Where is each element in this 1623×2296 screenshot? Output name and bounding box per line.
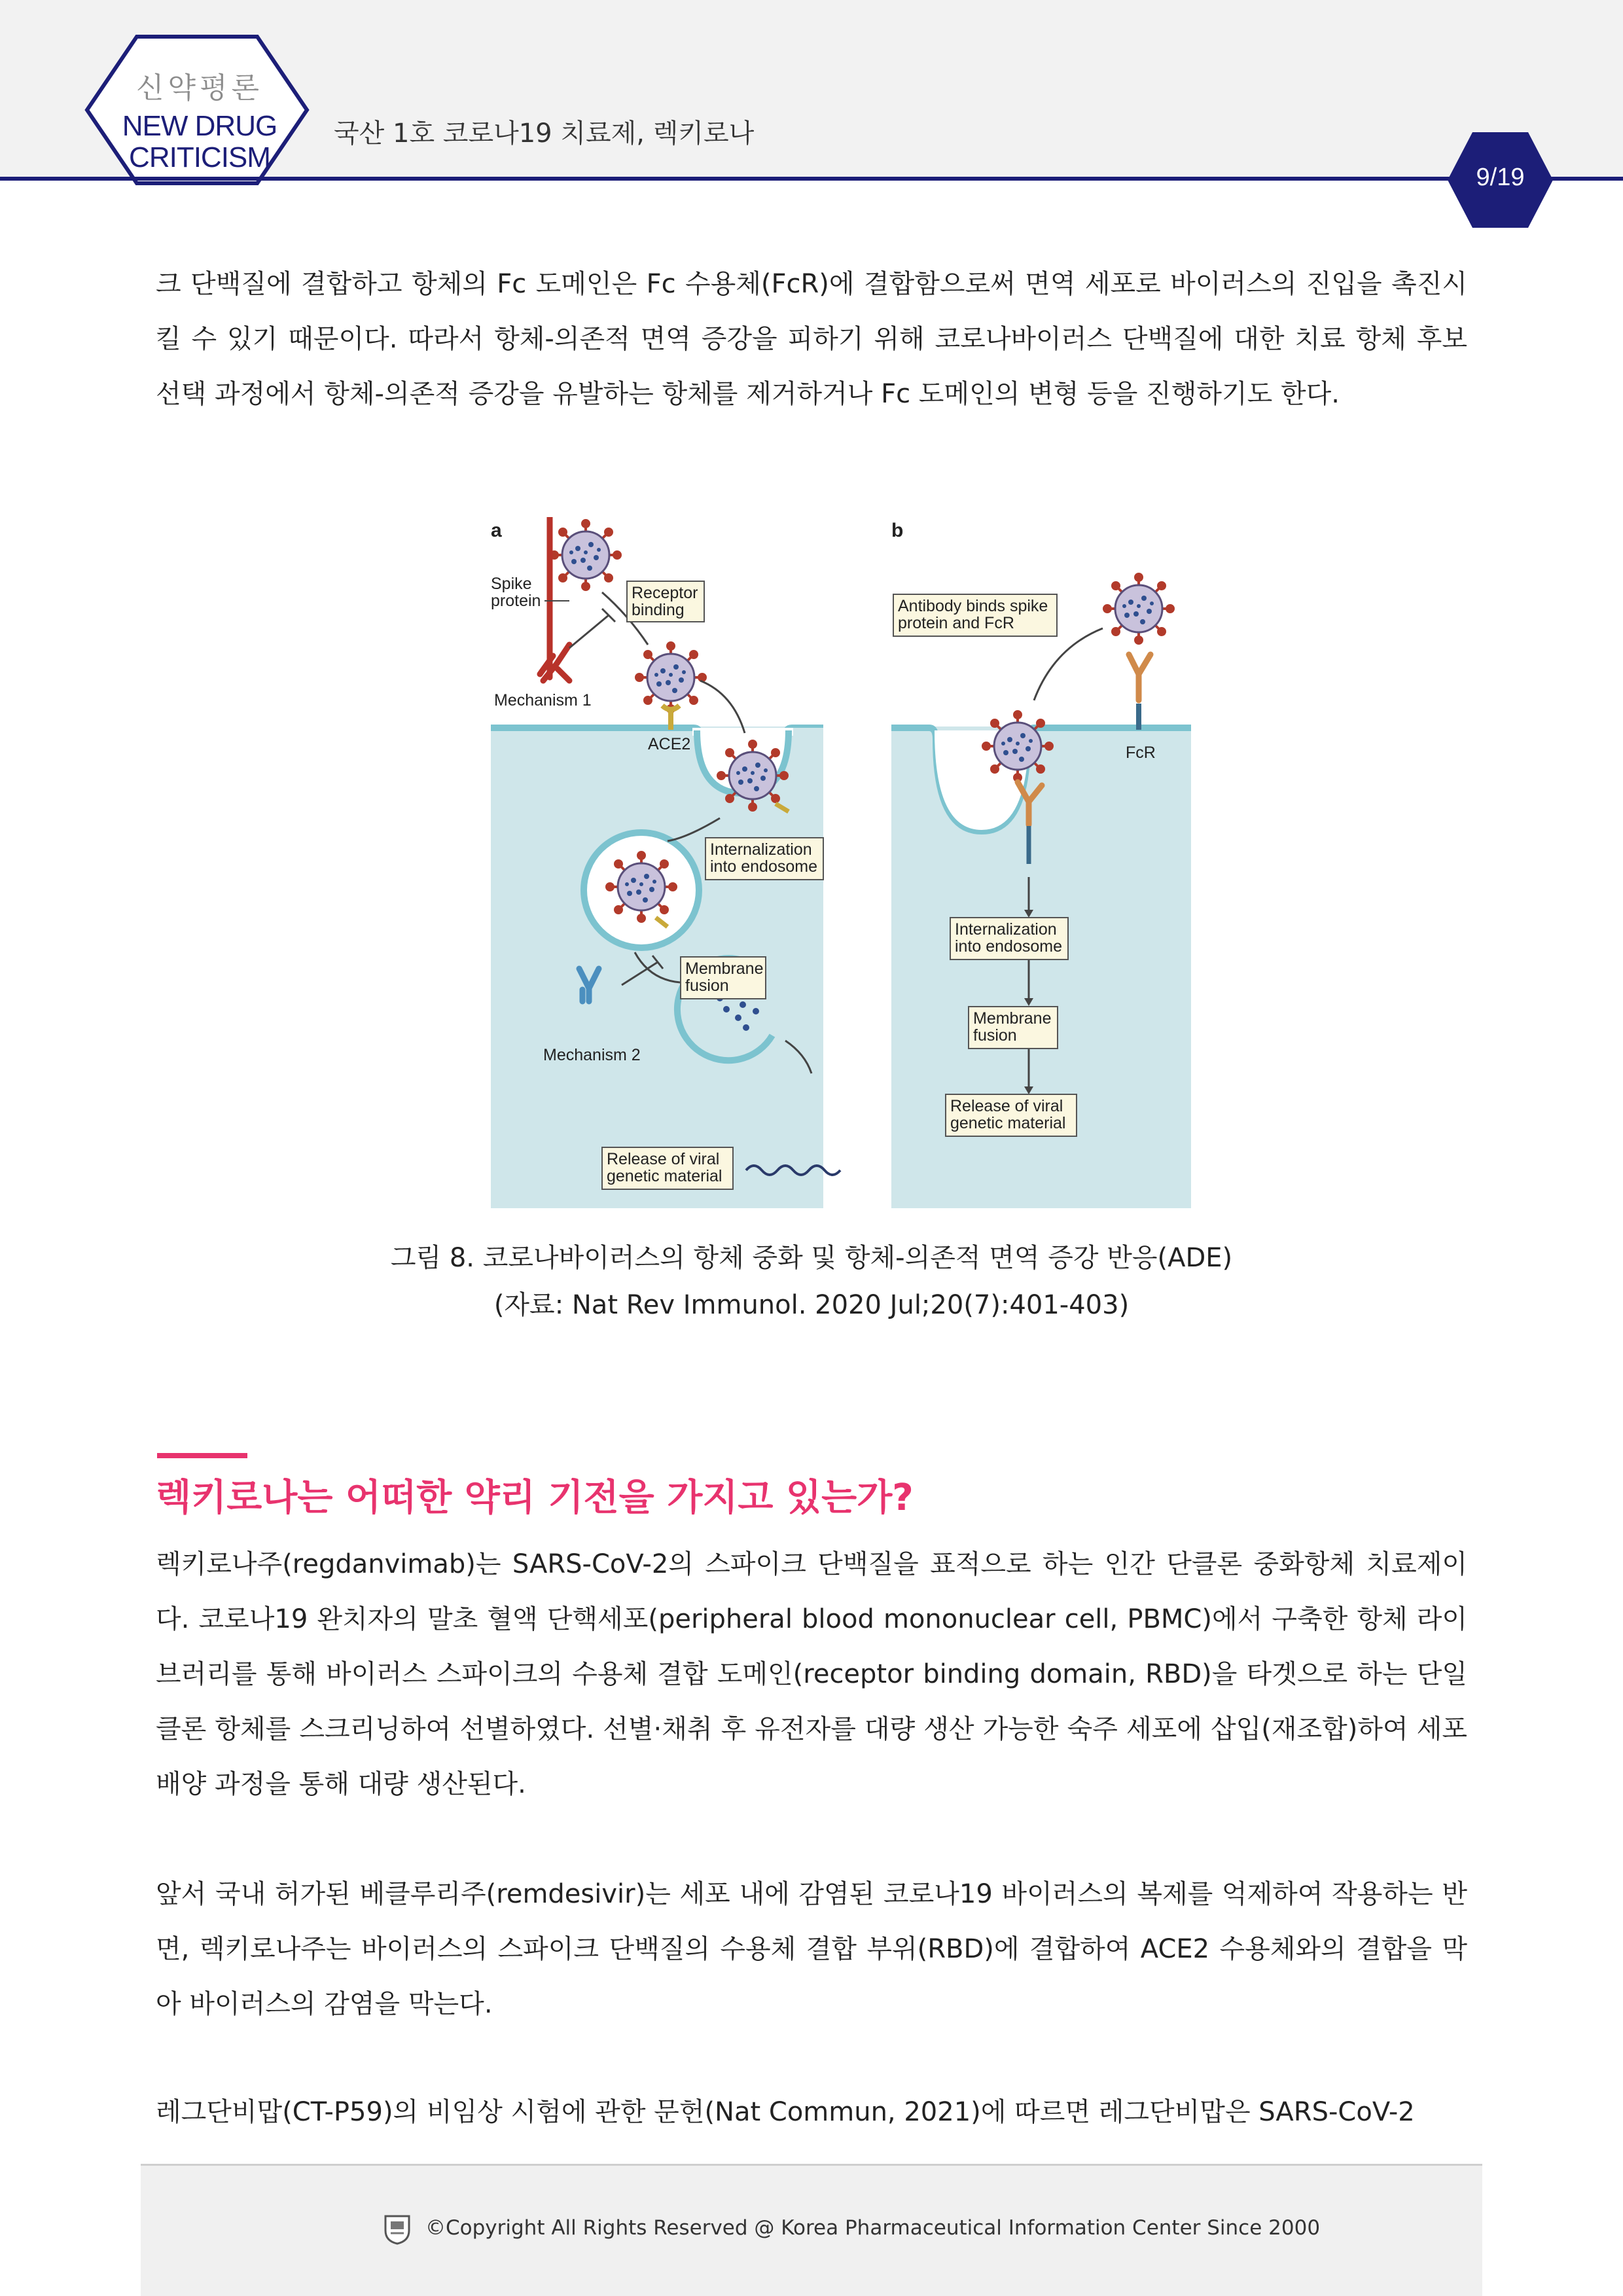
- figure-panel-a-label: a: [491, 520, 502, 541]
- figure-fcr-label: FcR: [1126, 744, 1156, 762]
- section-heading: 렉키로나는 어떠한 약리 기전을 가지고 있는가?: [156, 1477, 914, 1519]
- figure-membrane-fusion-a-1: Membrane: [685, 960, 764, 978]
- figure-release-a-1: Release of viral: [607, 1150, 720, 1168]
- figure-mechanism2-label: Mechanism 2: [543, 1046, 641, 1064]
- figure-membrane-fusion-a-2: fusion: [685, 977, 729, 995]
- page-number: 9/19: [1476, 164, 1525, 191]
- figure-membrane-fusion-b-1: Membrane: [973, 1009, 1052, 1028]
- figure-membrane-fusion-b-2: fusion: [973, 1026, 1017, 1045]
- figure-receptor-binding-1: Receptor: [632, 584, 698, 602]
- figure-release-b-1: Release of viral: [950, 1097, 1063, 1115]
- logo-english-line2: CRITICISM: [129, 141, 270, 173]
- body-paragraph-2: 렉키로나주(regdanvimab)는 SARS-CoV-2의 스파이크 단백질을 표적으로 하는 인간 단클론 중화항체 치료제이다. 코로나19 완치자의 말초 혈액 단핵세포(peripheral blood mononuclear cell, PBMC)에서 구축한 항체 라이브러리를 통해 바이러스 스파이크의 수용체 결합 도메인(receptor binding domain, RBD)을 타겟으로 하는 단일 클론 항체를 스크리닝하여 선별하였다. 선별·채취 후 유전자를 대량 생산 가능한 숙주 세포에 삽입(재조합)하여 세포 배양 과정을 통해 대량 생산된다.: [156, 1549, 1467, 1799]
- figure-spike-label-2: protein: [491, 592, 541, 610]
- body-paragraph-3: 앞서 국내 허가된 베클루리주(remdesivir)는 세포 내에 감염된 코로나19 바이러스의 복제를 억제하여 작용하는 반면, 렉키로나주는 바이러스의 스파이크 단백질의 수용체 결합 부위(RBD)에 결합하여 ACE2 수용체와의 결합을 막아 바이러스의 감염을 막는다.: [156, 1879, 1467, 2019]
- footer-divider: [141, 2164, 1482, 2166]
- kpic-shield-icon: [383, 2214, 412, 2245]
- figure-panel-b-label: b: [891, 520, 904, 541]
- figure-spike-label-1: Spike: [491, 575, 532, 593]
- figure-antibody-binds-1: Antibody binds spike: [898, 597, 1048, 615]
- figure-antibody-binds-2: protein and FcR: [898, 614, 1014, 632]
- figure-internalization-a-2: into endosome: [710, 857, 818, 876]
- figure-release-b-2: genetic material: [950, 1114, 1066, 1132]
- figure-ace2-label: ACE2: [648, 735, 691, 753]
- ade-mechanism-figure: [484, 517, 1191, 1208]
- figure-receptor-binding-2: binding: [632, 601, 685, 619]
- logo-english-line1: NEW DRUG: [122, 110, 277, 142]
- figure-caption-source: (자료: Nat Rev Immunol. 2020 Jul;20(7):401-403): [493, 1290, 1130, 1320]
- section-accent-bar: [157, 1453, 247, 1458]
- header-title: 국산 1호 코로나19 치료제, 렉키로나: [334, 118, 755, 149]
- figure-caption-title: 그림 8. 코로나바이러스의 항체 중화 및 항체-의존적 면역 증강 반응(ADE): [390, 1243, 1233, 1273]
- logo-korean: 신약평론: [135, 71, 263, 105]
- header-divider: [0, 177, 1623, 181]
- figure-internalization-b-2: into endosome: [955, 937, 1063, 956]
- figure-internalization-b-1: Internalization: [955, 920, 1057, 939]
- figure-internalization-a-1: Internalization: [710, 840, 812, 859]
- figure-release-a-2: genetic material: [607, 1167, 722, 1185]
- body-paragraph-1: 크 단백질에 결합하고 항체의 Fc 도메인은 Fc 수용체(FcR)에 결합함으로써 면역 세포로 바이러스의 진입을 촉진시킬 수 있기 때문이다. 따라서 항체-의존적 면역 증강을 피하기 위해 코로나바이러스 단백질에 대한 치료 항체 후보 선택 과정에서 항체-의존적 증강을 유발하는 항체를 제거하거나 Fc 도메인의 변형 등을 진행하기도 한다.: [156, 269, 1467, 409]
- figure-mechanism1-label: Mechanism 1: [494, 691, 592, 709]
- footer-copyright: ©Copyright All Rights Reserved @ Korea Pharmaceutical Information Center Since 2000: [425, 2216, 1321, 2240]
- body-paragraph-4: 레그단비맙(CT-P59)의 비임상 시험에 관한 문헌(Nat Commun, 2021)에 따르면 레그단비맙은 SARS-CoV-2: [156, 2097, 1415, 2127]
